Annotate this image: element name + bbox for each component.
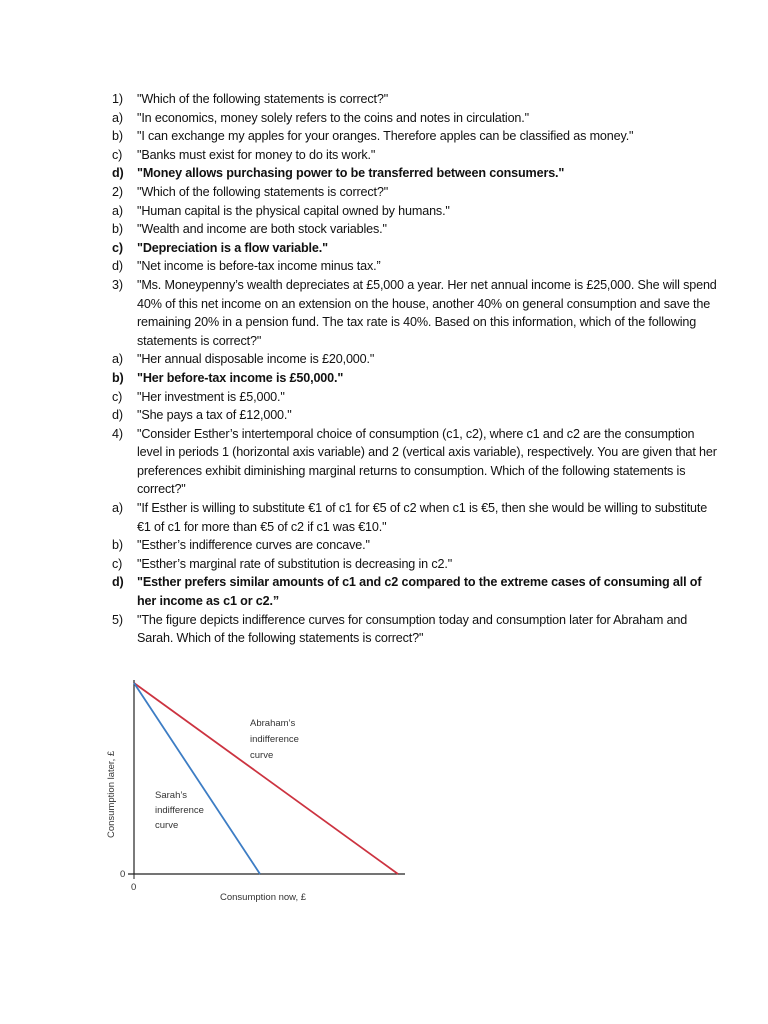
abraham-indifference-curve bbox=[134, 683, 398, 874]
item-text: "Her investment is £5,000." bbox=[137, 389, 285, 404]
sarah-label-line: curve bbox=[155, 820, 179, 831]
list-item bbox=[112, 406, 722, 425]
list-item bbox=[112, 350, 722, 369]
list-item bbox=[112, 220, 722, 239]
list-item bbox=[112, 536, 722, 555]
item-text: "The figure depicts indifference curves for consumption today and consumption later for Abraham and Sarah. Which of the following statements is correct?" bbox=[137, 612, 688, 646]
item-label: a) bbox=[112, 501, 123, 516]
x-origin-tick-label: 0 bbox=[131, 882, 137, 893]
item-label: b) bbox=[112, 129, 123, 144]
item-text: "Ms. Moneypenny’s wealth depreciates at £5,000 a year. Her net annual income is £25,000. She will spend 40% of this net income on an extension on the house, another 40% on general consumption and save the remaining 20% in a pension fund. The tax rate is 40%. Based on this information, which of the following statements is correct?" bbox=[137, 277, 717, 348]
item-label: a) bbox=[112, 203, 123, 218]
item-text: "Her before-tax income is £50,000." bbox=[137, 370, 344, 385]
item-label: c) bbox=[112, 556, 123, 571]
abraham-label-line: indifference bbox=[250, 734, 299, 745]
item-label: a) bbox=[112, 352, 123, 367]
item-label: 4) bbox=[112, 426, 123, 441]
sarah-label-line: indifference bbox=[155, 805, 204, 816]
list-item bbox=[112, 369, 722, 388]
item-label: 5) bbox=[112, 612, 123, 627]
item-text: "She pays a tax of £12,000." bbox=[137, 408, 292, 423]
y-axis-title: Consumption later, £ bbox=[106, 750, 117, 838]
list-item bbox=[112, 257, 722, 276]
item-label: d) bbox=[112, 259, 123, 274]
y-origin-tick-label: 0 bbox=[120, 869, 126, 880]
figure-svg bbox=[100, 660, 420, 910]
sarah-indifference-curve bbox=[134, 683, 260, 874]
list-item bbox=[112, 183, 722, 202]
item-text: "In economics, money solely refers to the coins and notes in circulation." bbox=[137, 110, 529, 125]
x-axis-title: Consumption now, £ bbox=[220, 892, 307, 903]
list-item bbox=[112, 127, 722, 146]
item-text: "Esther’s indifference curves are concave." bbox=[137, 538, 370, 553]
item-label: 2) bbox=[112, 184, 123, 199]
abraham-label-line: Abraham’s bbox=[250, 718, 296, 729]
sarah-label-line: Sarah’s bbox=[155, 790, 188, 801]
list-item bbox=[112, 573, 722, 610]
item-text: "Her annual disposable income is £20,000." bbox=[137, 352, 375, 367]
list-item bbox=[112, 388, 722, 407]
list-item bbox=[112, 164, 722, 183]
item-text: "Wealth and income are both stock variables." bbox=[137, 222, 387, 237]
list-item bbox=[112, 239, 722, 258]
indifference-curve-figure bbox=[100, 660, 420, 910]
list-item bbox=[112, 499, 722, 536]
item-label: d) bbox=[112, 166, 124, 181]
item-label: b) bbox=[112, 538, 123, 553]
item-text: "Esther’s marginal rate of substitution is decreasing in c2." bbox=[137, 556, 453, 571]
abraham-label-line: curve bbox=[250, 750, 274, 761]
item-text: "I can exchange my apples for your oranges. Therefore apples can be classified as money." bbox=[137, 129, 634, 144]
list-item bbox=[112, 611, 722, 648]
item-label: b) bbox=[112, 370, 124, 385]
question-list bbox=[112, 90, 722, 648]
item-label: 3) bbox=[112, 277, 123, 292]
item-text: "Money allows purchasing power to be transferred between consumers." bbox=[137, 166, 565, 181]
item-text: "If Esther is willing to substitute €1 of c1 for €5 of c2 when c1 is €5, then she would be willing to substitute €1 of c1 for more than €5 of c2 if c1 was €10." bbox=[137, 501, 708, 534]
item-text: "Esther prefers similar amounts of c1 and c2 compared to the extreme cases of consuming all of her income as c1 or c2.” bbox=[137, 575, 702, 609]
item-text: "Which of the following statements is correct?" bbox=[137, 92, 389, 106]
list-item bbox=[112, 276, 722, 350]
item-label: a) bbox=[112, 110, 123, 125]
item-label: c) bbox=[112, 147, 123, 162]
item-text: "Which of the following statements is correct?" bbox=[137, 184, 389, 199]
item-label: d) bbox=[112, 408, 123, 423]
list-item bbox=[112, 109, 722, 128]
list-item bbox=[112, 555, 722, 574]
item-label: c) bbox=[112, 389, 123, 404]
item-text: "Banks must exist for money to do its work." bbox=[137, 147, 376, 162]
item-text: "Net income is before-tax income minus tax.” bbox=[137, 259, 381, 274]
item-text: "Depreciation is a flow variable." bbox=[137, 240, 328, 255]
item-text: "Consider Esther’s intertemporal choice of consumption (c1, c2), where c1 and c2 are the consumption level in periods 1 (horizontal axis variable) and 2 (vertical axis variable), respectively. You are given that her preferences exhibit diminishing marginal returns to consumption. Which of the following statements is correct?" bbox=[137, 426, 717, 497]
item-label: d) bbox=[112, 575, 124, 590]
item-label: c) bbox=[112, 240, 123, 255]
item-text: "Human capital is the physical capital owned by humans." bbox=[137, 203, 450, 218]
list-item bbox=[112, 90, 722, 109]
list-item bbox=[112, 425, 722, 499]
list-item bbox=[112, 146, 722, 165]
item-label: 1) bbox=[112, 92, 123, 106]
list-item bbox=[112, 202, 722, 221]
item-label: b) bbox=[112, 222, 123, 237]
